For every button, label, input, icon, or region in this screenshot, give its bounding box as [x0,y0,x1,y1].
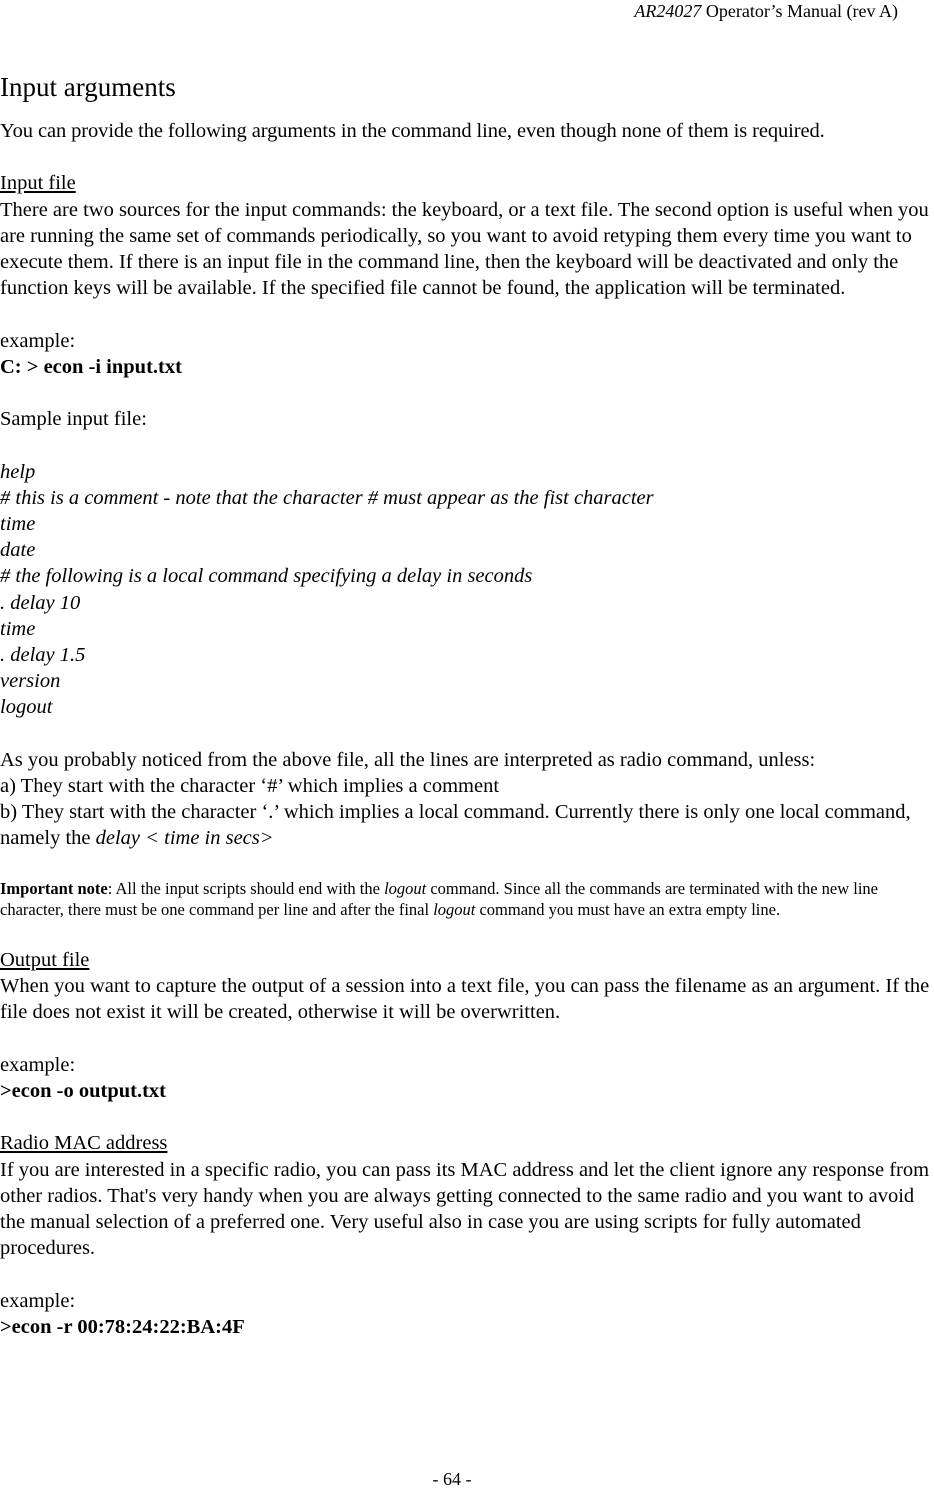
sample-line: . delay 1.5 [0,644,86,666]
radio-mac-example-label: example: [0,1289,76,1312]
radio-mac-example-command: >econ -r 00:78:24:22:BA:4F [0,1315,245,1338]
sample-line: # this is a comment - note that the character # must appear as the fist character [0,486,654,509]
sample-line: . delay 10 [0,591,81,614]
important-note [0,878,934,921]
important-note-logout-1: logout [384,878,427,898]
sample-line: help [0,460,36,483]
sample-line: time [0,617,36,640]
input-file-heading: Input file [0,172,76,195]
page-content [0,70,934,1340]
output-file-body: When you want to capture the output of a session into a text file, you can pass the filename as an argument. If the file does not exist it will be created, otherwise it will be overwritten. [0,975,930,1024]
section-title: Input arguments [0,72,176,102]
sample-line: date [0,539,36,562]
sample-line: time [0,512,36,535]
output-file-heading: Output file [0,948,90,971]
sample-input-listing [0,459,934,721]
input-file-example-command: C: > econ -i input.txt [0,355,182,378]
explanation-item-b [0,799,934,851]
header-doc-id: AR24027 [634,1,702,21]
header-doc-title: Operator’s Manual (rev A) [701,1,898,21]
important-note-text-3: command you must have an extra empty line. [475,900,781,920]
important-note-logout-2: logout [433,900,476,920]
output-file-example-label: example: [0,1053,76,1076]
input-file-body: There are two sources for the input commands: the keyboard, or a text file. The second option is useful when you are running the same set of commands periodically, so you want to avoid retyping them every time you want to execute them. If there is an input file in the command line, then the keyboard will be deactivated and only the function keys will be available. If the specified file cannot be found, the application will be terminated. [0,198,929,300]
delay-command-syntax: delay < time in secs> [95,827,274,850]
important-note-text-1: : All the input scripts should end with the [107,878,385,898]
output-file-example-command: >econ -o output.txt [0,1079,166,1102]
explanation-item-a: a) They start with the character ‘#’ which implies a comment [0,775,500,797]
section-intro: You can provide the following arguments in the command line, even though none of them is required. [0,120,825,142]
explanation-item-b-text: b) They start with the character ‘.’ which implies a local command. Currently there is only one local command, namely the [0,801,911,850]
radio-mac-body: If you are interested in a specific radio, you can pass its MAC address and let the client ignore any response from other radios. That's very handy when you are always getting connected to the same radio and you want to avoid the manual selection of a preferred one. Very useful also in case you are using scripts for fully automated procedures. [0,1158,930,1260]
sample-input-label: Sample input file: [0,408,147,431]
radio-mac-heading: Radio MAC address [0,1132,168,1155]
important-note-text-2: command. Since all the commands are terminated with the new line character, there must be one command per line and after the final [0,878,879,920]
page-number: - 64 - [432,1469,472,1489]
input-file-example-label: example: [0,329,76,352]
explanation-intro: As you probably noticed from the above file, all the lines are interpreted as radio command, unless: [0,748,816,771]
sample-line: version [0,670,61,693]
page-header [634,0,898,22]
sample-line: logout [0,696,53,719]
important-note-label: Important note [0,878,108,898]
sample-line: # the following is a local command specifying a delay in seconds [0,565,533,588]
